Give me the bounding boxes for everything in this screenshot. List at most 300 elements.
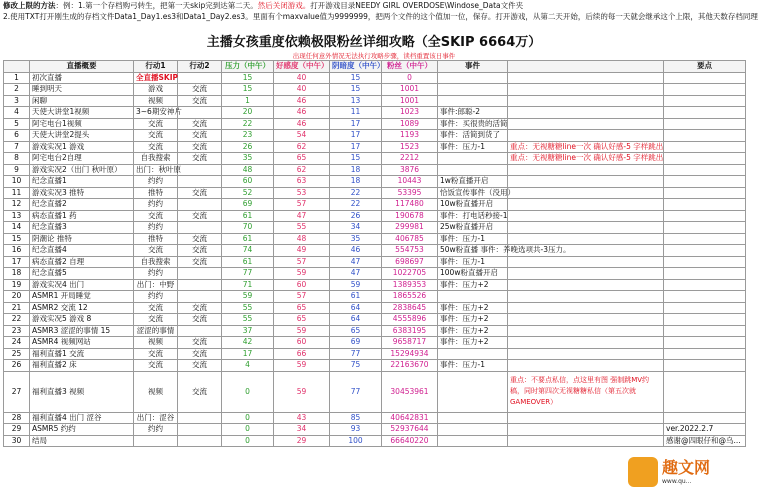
cell-event-note [508, 176, 664, 188]
cell-event [438, 412, 508, 424]
cell-day-number: 8 [4, 153, 30, 165]
cell-affection-value: 59 [274, 325, 330, 337]
cell-action1: 出门：涩谷 [134, 412, 178, 424]
cell-stress-value: 15 [222, 72, 274, 84]
cell-summary: 纪念直播1 [30, 176, 134, 188]
cell-keypoint [664, 291, 746, 303]
cell-followers-value: 4555896 [382, 314, 438, 326]
cell-action1: 交流 [134, 141, 178, 153]
cell-day-number: 23 [4, 325, 30, 337]
cell-day-number: 7 [4, 141, 30, 153]
cell-action2 [178, 222, 222, 234]
cell-keypoint [664, 325, 746, 337]
cell-action2 [178, 325, 222, 337]
cell-event: 事件：压力+2 [438, 314, 508, 326]
watermark-logo-icon [628, 457, 658, 487]
cell-event [438, 72, 508, 84]
table-row [4, 256, 746, 268]
header-keypoints: 要点 [664, 61, 746, 73]
cell-affection-value: 62 [274, 164, 330, 176]
cell-keypoint [664, 176, 746, 188]
cell-action2: 交流 [178, 348, 222, 360]
cell-affection-value: 46 [274, 95, 330, 107]
cell-action2: 交流 [178, 256, 222, 268]
cell-followers-value: 10443 [382, 176, 438, 188]
table-row [4, 187, 746, 199]
cell-action2: 交流 [178, 130, 222, 142]
cell-affection-value: 65 [274, 153, 330, 165]
notes-line-1 [3, 1, 745, 12]
cell-keypoint [664, 199, 746, 211]
cell-summary: ASMR1 开局睡觉 [30, 291, 134, 303]
cell-day-number: 2 [4, 84, 30, 96]
cell-followers-value: 117480 [382, 199, 438, 211]
cell-affection-value: 59 [274, 268, 330, 280]
table-row [4, 72, 746, 84]
notes-red-text: 然后关闭游戏。 [257, 1, 311, 10]
cell-keypoint [664, 95, 746, 107]
cell-summary: 阴潮论 推特 [30, 233, 134, 245]
cell-stress-value: 0 [222, 412, 274, 424]
cell-darkness-value: 18 [330, 164, 382, 176]
cell-day-number: 22 [4, 314, 30, 326]
cell-darkness-value: 18 [330, 176, 382, 188]
cell-stress-value: 0 [222, 424, 274, 436]
cell-day-number: 17 [4, 256, 30, 268]
cell-keypoint [664, 302, 746, 314]
table-row [4, 435, 746, 447]
cell-summary: 纪念直播3 [30, 222, 134, 234]
cell-day-number: 14 [4, 222, 30, 234]
cell-keypoint [664, 348, 746, 360]
watermark [628, 455, 746, 489]
cell-affection-value: 59 [274, 360, 330, 372]
cell-stress-value: 61 [222, 233, 274, 245]
cell-darkness-value: 15 [330, 153, 382, 165]
cell-action2: 交流 [178, 187, 222, 199]
cell-event-note [508, 187, 664, 199]
cell-keypoint: 感谢@四眼仔和@乌... [664, 435, 746, 447]
cell-event-note [508, 302, 664, 314]
cell-followers-value: 190678 [382, 210, 438, 222]
table-row [4, 95, 746, 107]
cell-darkness-value: 59 [330, 279, 382, 291]
cell-action1: 交流 [134, 118, 178, 130]
cell-action2: 交流 [178, 360, 222, 372]
cell-summary: 结局 [30, 435, 134, 447]
cell-stress-value: 0 [222, 371, 274, 412]
cell-stress-value: 52 [222, 187, 274, 199]
cell-action1: 交流 [134, 360, 178, 372]
cell-stress-value: 23 [222, 130, 274, 142]
cell-day-number: 24 [4, 337, 30, 349]
cell-event [438, 153, 508, 165]
cell-followers-value: 1022705 [382, 268, 438, 280]
cell-day-number: 20 [4, 291, 30, 303]
cell-action1: 涩涩的事情 [134, 325, 178, 337]
cell-day-number: 30 [4, 435, 30, 447]
cell-event-note [508, 95, 664, 107]
cell-action1: 交流 [134, 130, 178, 142]
cell-event-note [508, 199, 664, 211]
notes-rest: 打开游戏目录NEEDY GIRL OVERDOSE\Windose_Data文件夹 [310, 1, 524, 10]
header-affection: 好感度（中午） [274, 61, 330, 73]
cell-stress-value: 60 [222, 176, 274, 188]
cell-day-number: 12 [4, 199, 30, 211]
cell-stress-value: 74 [222, 245, 274, 257]
cell-affection-value: 66 [274, 348, 330, 360]
cell-action2 [178, 279, 222, 291]
cell-action2: 交流 [178, 371, 222, 412]
cell-followers-value: 0 [382, 72, 438, 84]
cell-summary: 纪念直播2 [30, 199, 134, 211]
table-row [4, 279, 746, 291]
table-row [4, 268, 746, 280]
cell-followers-value: 1193 [382, 130, 438, 142]
table-row [4, 337, 746, 349]
cell-day-number: 15 [4, 233, 30, 245]
cell-summary: 游戏实况1 游戏 [30, 141, 134, 153]
table-row [4, 176, 746, 188]
cell-summary: 游戏实况4 出门 [30, 279, 134, 291]
cell-followers-value: 3876 [382, 164, 438, 176]
table-row [4, 314, 746, 326]
cell-keypoint [664, 141, 746, 153]
cell-affection-value: 60 [274, 279, 330, 291]
cell-stress-value: 71 [222, 279, 274, 291]
cell-keypoint [664, 130, 746, 142]
cell-action1: 交流 [134, 314, 178, 326]
cell-followers-value: 299981 [382, 222, 438, 234]
warning-text: 出现任何意外情况无法执行攻略步骤，读档重置该日事件 [292, 52, 456, 60]
cell-affection-value: 46 [274, 107, 330, 119]
cell-affection-value: 47 [274, 210, 330, 222]
table-row [4, 130, 746, 142]
cell-action1: 视频 [134, 95, 178, 107]
table-row [4, 302, 746, 314]
header-action2: 行动2 [178, 61, 222, 73]
cell-action2: 交流 [178, 141, 222, 153]
cell-action1: 约约 [134, 424, 178, 436]
cell-action1: 约约 [134, 176, 178, 188]
cell-followers-value: 30453961 [382, 371, 438, 412]
header-event: 事件 [438, 61, 508, 73]
cell-darkness-value: 77 [330, 348, 382, 360]
table-row [4, 84, 746, 96]
notes-text: ：例：1.第一个存档购弓转生，把第一天skip完到达第二天。 [55, 1, 258, 10]
cell-stress-value: 20 [222, 107, 274, 119]
cell-action2: 交流 [178, 314, 222, 326]
cell-darkness-value: 64 [330, 302, 382, 314]
table-body [4, 72, 746, 447]
header-event2 [508, 61, 664, 73]
cell-action2 [178, 435, 222, 447]
table-row [4, 245, 746, 257]
header-stress: 压力（中午） [222, 61, 274, 73]
cell-summary: 福利直播4 出门 涩谷 [30, 412, 134, 424]
cell-action2 [178, 199, 222, 211]
cell-action1: 自我搜索 [134, 153, 178, 165]
cell-followers-value: 1001 [382, 95, 438, 107]
cell-event-note [508, 130, 664, 142]
cell-keypoint [664, 118, 746, 130]
notes-line-2: 2.使用TXT打开刚生成的存档文件Data1_Day1.es3和Data1_Day2.es3。里面有个maxvalue值为9999999，把两个文件的这个值加一位，保存。打开游戏，从第二天开始，后续的每一天就会继承这个上限，其他天数存档同理 [3, 11, 758, 21]
cell-action2: 交流 [178, 210, 222, 222]
cell-affection-value: 40 [274, 72, 330, 84]
cell-followers-value: 1089 [382, 118, 438, 130]
cell-event-note [508, 164, 664, 176]
cell-day-number: 10 [4, 176, 30, 188]
cell-stress-value: 55 [222, 314, 274, 326]
cell-affection-value: 53 [274, 187, 330, 199]
cell-action1: 3~6期安神片 [134, 107, 178, 119]
cell-followers-value: 1523 [382, 141, 438, 153]
table-row [4, 199, 746, 211]
cell-summary: 病态直播2 自理 [30, 256, 134, 268]
cell-action2 [178, 412, 222, 424]
cell-day-number: 6 [4, 130, 30, 142]
cell-darkness-value: 35 [330, 233, 382, 245]
cell-followers-value: 698697 [382, 256, 438, 268]
cell-event: 事件：压力+2 [438, 279, 508, 291]
header-summary: 直播概要 [30, 61, 134, 73]
cell-action2 [178, 176, 222, 188]
cell-event-note [508, 337, 664, 349]
table-row [4, 291, 746, 303]
header-darkness: 阴暗度（中午） [330, 61, 382, 73]
cell-event: 事件:郎聪-2 [438, 107, 508, 119]
table-row [4, 141, 746, 153]
cell-summary: 纪念直播4 [30, 245, 134, 257]
cell-summary: ASMR4 视频网站 [30, 337, 134, 349]
cell-followers-value: 6383195 [382, 325, 438, 337]
cell-event: 事件：压力-1 [438, 141, 508, 153]
cell-event: 100w粉直播开启 [438, 268, 508, 280]
cell-keypoint [664, 222, 746, 234]
cell-affection-value: 65 [274, 314, 330, 326]
cell-stress-value: 69 [222, 199, 274, 211]
cell-summary: 病态直播1 药 [30, 210, 134, 222]
cell-action1: 推特 [134, 233, 178, 245]
cell-action2: 交流 [178, 95, 222, 107]
cell-followers-value: 9658717 [382, 337, 438, 349]
watermark-brand: 趣文网 [662, 458, 711, 477]
cell-keypoint [664, 371, 746, 412]
cell-followers-value: 2838645 [382, 302, 438, 314]
cell-keypoint: ver.2022.2.7 [664, 424, 746, 436]
cell-followers-value: 1865526 [382, 291, 438, 303]
cell-keypoint [664, 233, 746, 245]
cell-darkness-value: 17 [330, 130, 382, 142]
cell-affection-value: 57 [274, 199, 330, 211]
cell-action1: 交流 [134, 302, 178, 314]
cell-event: 50w粉直播 事件：养晚选项共-3压力。 [438, 245, 508, 257]
cell-event [438, 291, 508, 303]
cell-action2: 交流 [178, 245, 222, 257]
cell-darkness-value: 77 [330, 371, 382, 412]
cell-event-note [508, 256, 664, 268]
cell-action1: 推特 [134, 187, 178, 199]
cell-event: 1w粉直播开启 [438, 176, 508, 188]
cell-stress-value: 70 [222, 222, 274, 234]
cell-keypoint [664, 164, 746, 176]
cell-affection-value: 29 [274, 435, 330, 447]
cell-stress-value: 35 [222, 153, 274, 165]
cell-day-number: 5 [4, 118, 30, 130]
cell-action2 [178, 291, 222, 303]
cell-event-note [508, 72, 664, 84]
cell-summary: 阿宅电台2自理 [30, 153, 134, 165]
cell-day-number: 18 [4, 268, 30, 280]
cell-stress-value: 59 [222, 291, 274, 303]
cell-action1: 出门：秋叶原 [134, 164, 178, 176]
cell-event [438, 164, 508, 176]
table-row [4, 107, 746, 119]
cell-summary: 福利直播3 视频 [30, 371, 134, 412]
table-row [4, 412, 746, 424]
cell-stress-value: 22 [222, 118, 274, 130]
cell-followers-value: 15294934 [382, 348, 438, 360]
cell-event: 事件：压力+2 [438, 337, 508, 349]
cell-event: 25w粉直播开启 [438, 222, 508, 234]
cell-keypoint [664, 412, 746, 424]
cell-summary: 纪念直播5 [30, 268, 134, 280]
cell-darkness-value: 11 [330, 107, 382, 119]
cell-darkness-value: 13 [330, 95, 382, 107]
cell-event-note [508, 118, 664, 130]
cell-affection-value: 34 [274, 424, 330, 436]
cell-darkness-value: 26 [330, 210, 382, 222]
cell-summary: ASMR3 涩涩的事情 15 [30, 325, 134, 337]
cell-event-note [508, 268, 664, 280]
cell-keypoint [664, 268, 746, 280]
cell-stress-value: 48 [222, 164, 274, 176]
cell-affection-value: 63 [274, 176, 330, 188]
cell-action2 [178, 268, 222, 280]
cell-event [438, 95, 508, 107]
cell-followers-value: 53395 [382, 187, 438, 199]
table-row [4, 118, 746, 130]
cell-action2: 交流 [178, 233, 222, 245]
table-row [4, 233, 746, 245]
cell-followers-value: 1023 [382, 107, 438, 119]
cell-summary: ASMR2 交流 12 [30, 302, 134, 314]
cell-darkness-value: 47 [330, 268, 382, 280]
cell-event-note [508, 424, 664, 436]
cell-darkness-value: 22 [330, 187, 382, 199]
header-day [4, 61, 30, 73]
cell-keypoint [664, 256, 746, 268]
cell-summary: 闲聊 [30, 95, 134, 107]
cell-event [438, 435, 508, 447]
cell-stress-value: 4 [222, 360, 274, 372]
cell-action2: 交流 [178, 302, 222, 314]
cell-keypoint [664, 245, 746, 257]
cell-keypoint [664, 84, 746, 96]
cell-stress-value: 37 [222, 325, 274, 337]
cell-day-number: 29 [4, 424, 30, 436]
cell-event-note [508, 360, 664, 372]
cell-stress-value: 61 [222, 210, 274, 222]
cell-darkness-value: 17 [330, 141, 382, 153]
cell-event: 事件：打电话秒接-1 [438, 210, 508, 222]
cell-followers-value: 66640220 [382, 435, 438, 447]
cell-keypoint [664, 314, 746, 326]
cell-day-number: 27 [4, 371, 30, 412]
cell-darkness-value: 93 [330, 424, 382, 436]
table-row [4, 222, 746, 234]
cell-event: 事件：压力-1 [438, 360, 508, 372]
watermark-url: www.qu... [662, 478, 692, 485]
cell-keypoint [664, 187, 746, 199]
cell-affection-value: 57 [274, 291, 330, 303]
cell-event: 事件：压力-1 [438, 256, 508, 268]
table-row [4, 348, 746, 360]
cell-action1: 视频 [134, 371, 178, 412]
table-row [4, 371, 746, 412]
cell-followers-value: 2212 [382, 153, 438, 165]
cell-event [438, 348, 508, 360]
cell-event [438, 424, 508, 436]
cell-stress-value: 77 [222, 268, 274, 280]
cell-darkness-value: 46 [330, 245, 382, 257]
cell-event: 事件：压力+2 [438, 325, 508, 337]
table-row [4, 164, 746, 176]
cell-action1: 约约 [134, 291, 178, 303]
cell-action1: 游戏 [134, 84, 178, 96]
cell-summary: 游戏实况2（出门 秋叶原） [30, 164, 134, 176]
cell-summary: 初次直播 [30, 72, 134, 84]
cell-keypoint [664, 72, 746, 84]
cell-affection-value: 62 [274, 141, 330, 153]
header-followers: 粉丝（中午） [382, 61, 438, 73]
cell-keypoint [664, 337, 746, 349]
cell-event-note [508, 210, 664, 222]
cell-affection-value: 60 [274, 337, 330, 349]
cell-action2: 交流 [178, 118, 222, 130]
cell-darkness-value: 17 [330, 118, 382, 130]
cell-event-note [508, 412, 664, 424]
table-row [4, 325, 746, 337]
cell-stress-value: 26 [222, 141, 274, 153]
cell-action1: 视频 [134, 337, 178, 349]
cell-event-note [508, 233, 664, 245]
cell-summary: 福利直播2 床 [30, 360, 134, 372]
cell-affection-value: 40 [274, 84, 330, 96]
cell-stress-value: 15 [222, 84, 274, 96]
cell-action1: 约约 [134, 222, 178, 234]
cell-darkness-value: 75 [330, 360, 382, 372]
cell-affection-value: 49 [274, 245, 330, 257]
cell-darkness-value: 65 [330, 325, 382, 337]
cell-event [438, 371, 508, 412]
cell-event [438, 84, 508, 96]
cell-affection-value: 55 [274, 222, 330, 234]
cell-darkness-value: 15 [330, 84, 382, 96]
cell-followers-value: 52937644 [382, 424, 438, 436]
page-title: 主播女孩重度依赖极限粉丝详细攻略（全SKIP 6664万） [206, 35, 542, 50]
cell-summary: 游戏实况5 游戏 8 [30, 314, 134, 326]
cell-action1: 出门：中野 [134, 279, 178, 291]
header-action1: 行动1 [134, 61, 178, 73]
cell-summary: 天使大讲堂1视频 [30, 107, 134, 119]
cell-keypoint [664, 360, 746, 372]
cell-event: 事件：活简到货了 [438, 130, 508, 142]
cell-stress-value: 42 [222, 337, 274, 349]
table-row [4, 153, 746, 165]
cell-affection-value: 43 [274, 412, 330, 424]
cell-event: 事件：买很贵的活简 [438, 118, 508, 130]
